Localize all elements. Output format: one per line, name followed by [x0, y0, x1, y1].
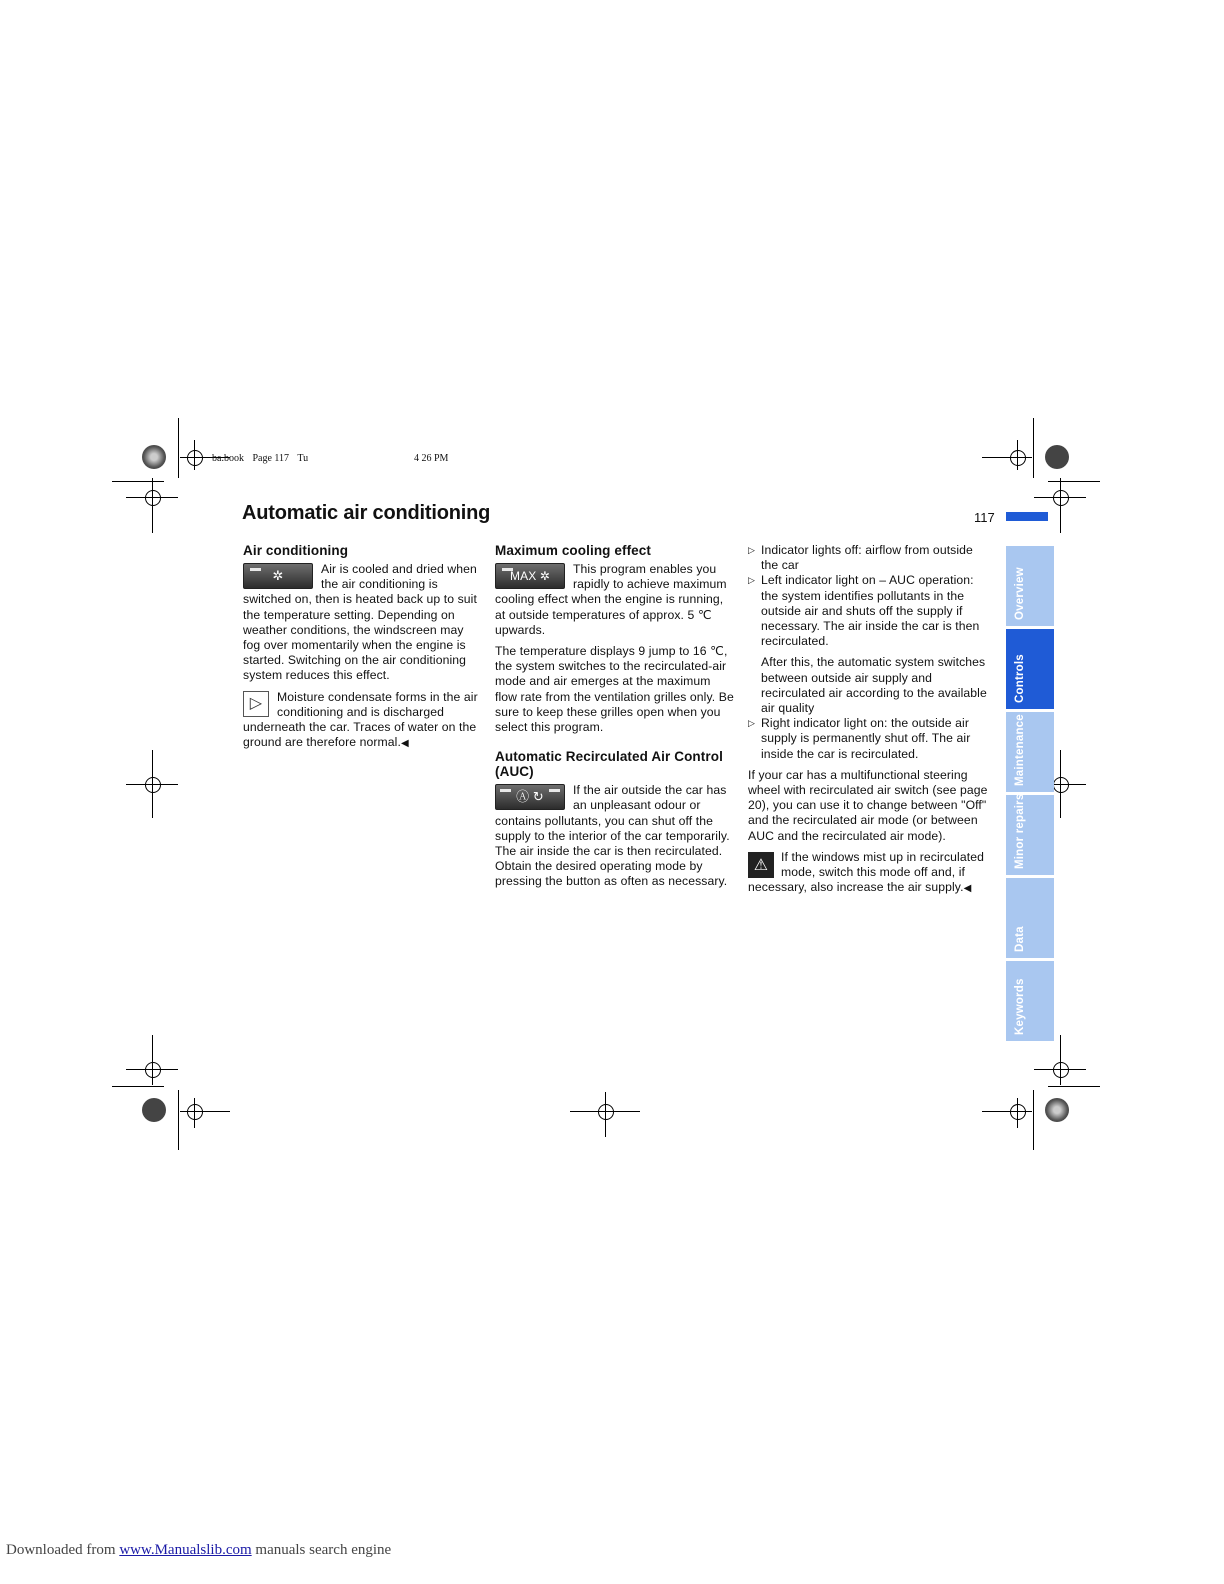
tab-keywords[interactable]: Keywords — [1006, 961, 1054, 1044]
note-paragraph — [243, 690, 483, 752]
tab-controls[interactable]: Controls — [1006, 629, 1054, 712]
note-text: Moisture condensate forms in the air conditioning and is discharged underneath the car. Traces of water on the ground are therefore normal. — [243, 689, 478, 750]
max-paragraph-text: This program enables you rapidly to achieve maximum cooling effect when the engine is running, at outside temperatures of approx. 5 ℃ upwards. — [495, 562, 727, 637]
warning-paragraph — [748, 850, 990, 897]
ac-paragraph — [243, 562, 483, 684]
column-1 — [243, 543, 483, 757]
warning-icon: ⚠ — [748, 852, 774, 878]
max-button-image — [495, 563, 565, 589]
list-item: ▷ Left indicator light on – AUC operation: the system identifies pollutants in the outside air and shuts off the supply if necessary. The air inside the car is then recirculated. — [748, 573, 980, 649]
print-header — [212, 453, 314, 464]
max-paragraph — [495, 562, 735, 638]
end-mark-icon: ◀ — [400, 738, 409, 750]
column-3 — [748, 543, 990, 902]
indicator-list-2 — [748, 716, 990, 762]
auc-button-image — [495, 784, 565, 810]
max-paragraph-2: The temperature displays 9 jump to 16 ℃, the system switches to the recirculated-air mode and air emerges at the maximum flow rate from the ventilation grilles only. Be sure to keep these grilles open when you select this program. — [495, 644, 734, 735]
list-item: ▷ Right indicator light on: the outside air supply is permanently shut off. The air inside the car is recirculated. — [748, 716, 971, 761]
max-cooling-icon: MAX ✲ — [510, 569, 550, 583]
print-file: ba.book — [212, 453, 244, 464]
footer-suffix: manuals search engine — [255, 1542, 392, 1558]
tab-data[interactable]: Data — [1006, 878, 1054, 961]
auc-paragraph — [495, 783, 735, 889]
download-footer — [6, 1542, 391, 1559]
auc-paragraph-text: If the air outside the car has an unpleasant odour or contains pollutants, you can shut off the supply to the interior of the car temporarily. The air inside the car is then recirculated. Obtain the desired operating mode by pressing the button as often as necessary. — [495, 783, 730, 889]
print-day: Tu — [297, 453, 309, 464]
manualslib-link[interactable]: www.Manualslib.com — [119, 1542, 252, 1558]
footer-prefix: Downloaded from — [6, 1542, 116, 1558]
heading-auc: Automatic Recirculated Air Control (AUC) — [495, 749, 723, 780]
tab-overview[interactable]: Overview — [1006, 546, 1054, 629]
list-item: ▷ Indicator lights off: airflow from outside the car — [748, 543, 973, 573]
warning-text: If the windows mist up in recirculated mode, switch this mode off and, if necessary, also increase the air supply. — [748, 849, 984, 895]
heading-air-conditioning: Air conditioning — [243, 543, 349, 558]
print-page: Page 117 — [252, 453, 290, 464]
bullet-triangle-icon: ▷ — [748, 718, 756, 729]
ac-paragraph-text: Air is cooled and dried when the air conditioning is switched on, then is heated back up to suit the temperature setting. Depending on weather conditions, the windscreen may fog over momentarily when the engine is started. Switching on the air conditioning system reduces this effect. — [243, 562, 477, 683]
steering-wheel-paragraph: If your car has a multifunctional steering wheel with recirculated air switch (see page 20), you can use it to change between "Off" and the recirculated air mode (or between AUC and the recirculated air mode). — [748, 767, 988, 843]
auc-symbol-icon: Ⓐ ↻ — [516, 789, 544, 805]
page-number-bar — [1006, 512, 1048, 521]
bullet-triangle-icon: ▷ — [748, 545, 756, 555]
list-item-continuation: After this, the automatic system switches between outside air supply and recirculated air according to the available air quality — [761, 655, 987, 716]
indicator-list — [748, 543, 990, 649]
ac-button-image — [243, 563, 313, 589]
note-triangle-icon: ▷ — [243, 691, 269, 717]
tab-maintenance[interactable]: Maintenance — [1006, 712, 1054, 795]
column-2 — [495, 543, 735, 896]
end-mark-icon: ◀ — [963, 883, 972, 895]
tab-minor-repairs[interactable]: Minor repairs — [1006, 795, 1054, 878]
print-time: 4 26 PM — [414, 453, 449, 464]
bullet-triangle-icon: ▷ — [748, 575, 756, 586]
heading-maximum-cooling: Maximum cooling effect — [495, 543, 651, 558]
page-number: 117 — [974, 510, 995, 525]
page-title: Automatic air conditioning — [242, 502, 491, 524]
snowflake-icon: ✲ — [272, 568, 284, 583]
max-label: MAX — [510, 569, 537, 583]
